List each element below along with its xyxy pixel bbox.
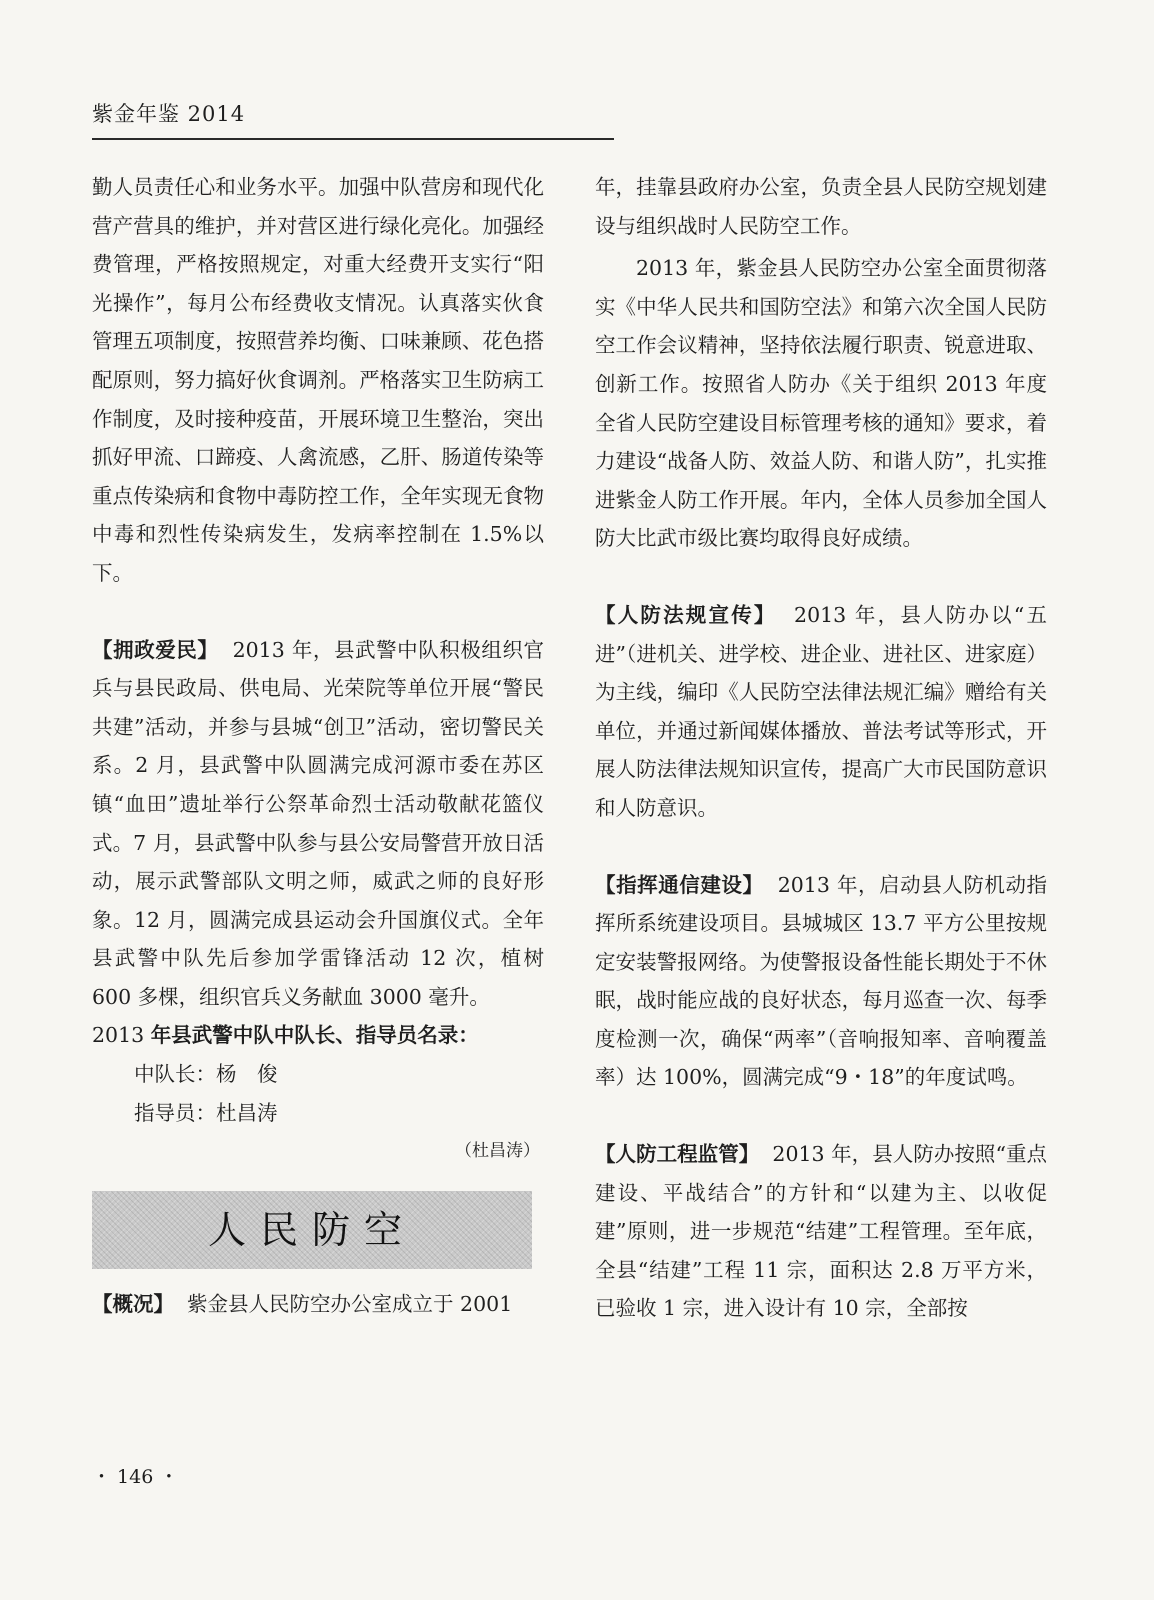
section-banner bbox=[92, 1191, 532, 1269]
paragraph-overview-cont: 年，挂靠县政府办公室，负责全县人民防空规划建设与组织战时人民防空工作。 bbox=[595, 175, 1047, 238]
section-heading: 【人防工程监管】 bbox=[595, 1142, 760, 1167]
paragraph-overview-2: 2013 年，紫金县人民防空办公室全面贯彻落实《中华人民共和国防空法》和第六次全国人民防空工作会议精神，坚持依法履行职责、锐意进取、创新工作。按照省人防办《关于组织 2013 年度全省人民防空建设目标管理考核的通知》要求，着力建设“战备人防、效益人防、和谐人防”，扎实推进紫金人防工作开展。年内，全体人员参加全国人防大比武市级比赛均取得良好成绩。 bbox=[595, 256, 1047, 551]
left-column bbox=[92, 168, 544, 1323]
banner-title: 人民防空 bbox=[207, 1207, 416, 1252]
overview-heading: 【概况】 bbox=[92, 1291, 174, 1316]
page-number: ・ 146 ・ bbox=[92, 1466, 179, 1488]
header-rule bbox=[92, 138, 614, 140]
section-text: 2013 年，启动县人防机动指挥所系统建设项目。县城城区 13.7 平方公里按规定安装警报网络。为使警报设备性能长期处于不休眠，战时能应战的良好状态，每月巡查一次、每季度检测一次，确保“两率”（音响报知率、音响覆盖率）达 100%，圆满完成“9・18”的年度试鸣。 bbox=[595, 872, 1048, 1090]
right-column bbox=[595, 168, 1047, 1328]
section-heading: 【拥政爱民】 bbox=[92, 637, 219, 662]
section-text: 2013 年，县人防办以“五进”（进机关、进学校、进企业、进社区、进家庭）为主线，编印《人民防空法律法规汇编》赠给有关单位，并通过新闻媒体播放、普法考试等形式，开展人防法律法规知识宣传，提高广大市民国防意识和人防意识。 bbox=[595, 602, 1047, 820]
running-header: 紫金年鉴 2014 bbox=[92, 102, 246, 126]
section-heading: 【指挥通信建设】 bbox=[595, 872, 764, 897]
roster-title-text: 年县武警中队中队长、指导员名录： bbox=[150, 1023, 479, 1048]
author-credit: （杜昌涛） bbox=[455, 1141, 540, 1162]
paragraph-section-2 bbox=[595, 596, 1047, 828]
paragraph-section-1 bbox=[92, 631, 544, 1017]
roster-title bbox=[92, 1016, 544, 1055]
paragraph-section-3 bbox=[595, 866, 1047, 1098]
paragraph-continuation: 勤人员责任心和业务水平。加强中队营房和现代化营产营具的维护，并对营区进行绿化亮化。加强经费管理，严格按照规定，对重大经费开支实行“阳光操作”，每月公布经费收支情况。认真落实伙食管理五项制度，按照营养均衡、口味兼顾、花色搭配原则，努力搞好伙食调剂。严格落实卫生防病工作制度，及时接种疫苗，开展环境卫生整治，突出抓好甲流、口蹄疫、人禽流感，乙肝、肠道传染等重点传染病和食物中毒防控工作，全年实现无食物中毒和烈性传染病发生，发病率控制在 1.5%以下。 bbox=[92, 175, 544, 585]
paragraph-section-4 bbox=[595, 1135, 1047, 1328]
roster-instructor: 指导员：杜昌涛 bbox=[134, 1100, 278, 1125]
section-heading: 【人防法规宣传】 bbox=[595, 602, 777, 627]
roster-captain: 中队长：杨 俊 bbox=[134, 1062, 278, 1087]
section-text: 2013 年，县人防办按照“重点建设、平战结合”的方针和“以建为主、以收促建”原则，进一步规范“结建”工程管理。至年底，全县“结建”工程 11 宗，面积达 2.8 万平方米，已验收 1 宗，进入设计有 10 宗，全部按 bbox=[595, 1142, 1047, 1321]
section-text: 2013 年，县武警中队积极组织官兵与县民政局、供电局、光荣院等单位开展“警民共建”活动，并参与县城“创卫”活动，密切警民关系。2 月，县武警中队圆满完成河源市委在苏区镇“血田”遗址举行公祭革命烈士活动敬献花篮仪式。7 月，县武警中队参与县公安局警营开放日活动，展示武警部队文明之师，威武之师的良好形象。12 月，圆满完成县运动会升国旗仪式。全年县武警中队先后参加学雷锋活动 12 次，植树 600 多棵，组织官兵义务献血 3000 毫升。 bbox=[92, 637, 545, 1009]
overview-text: 紫金县人民防空办公室成立于 2001 bbox=[187, 1291, 513, 1316]
paragraph-overview bbox=[92, 1285, 544, 1324]
roster-year: 2013 bbox=[92, 1023, 145, 1048]
